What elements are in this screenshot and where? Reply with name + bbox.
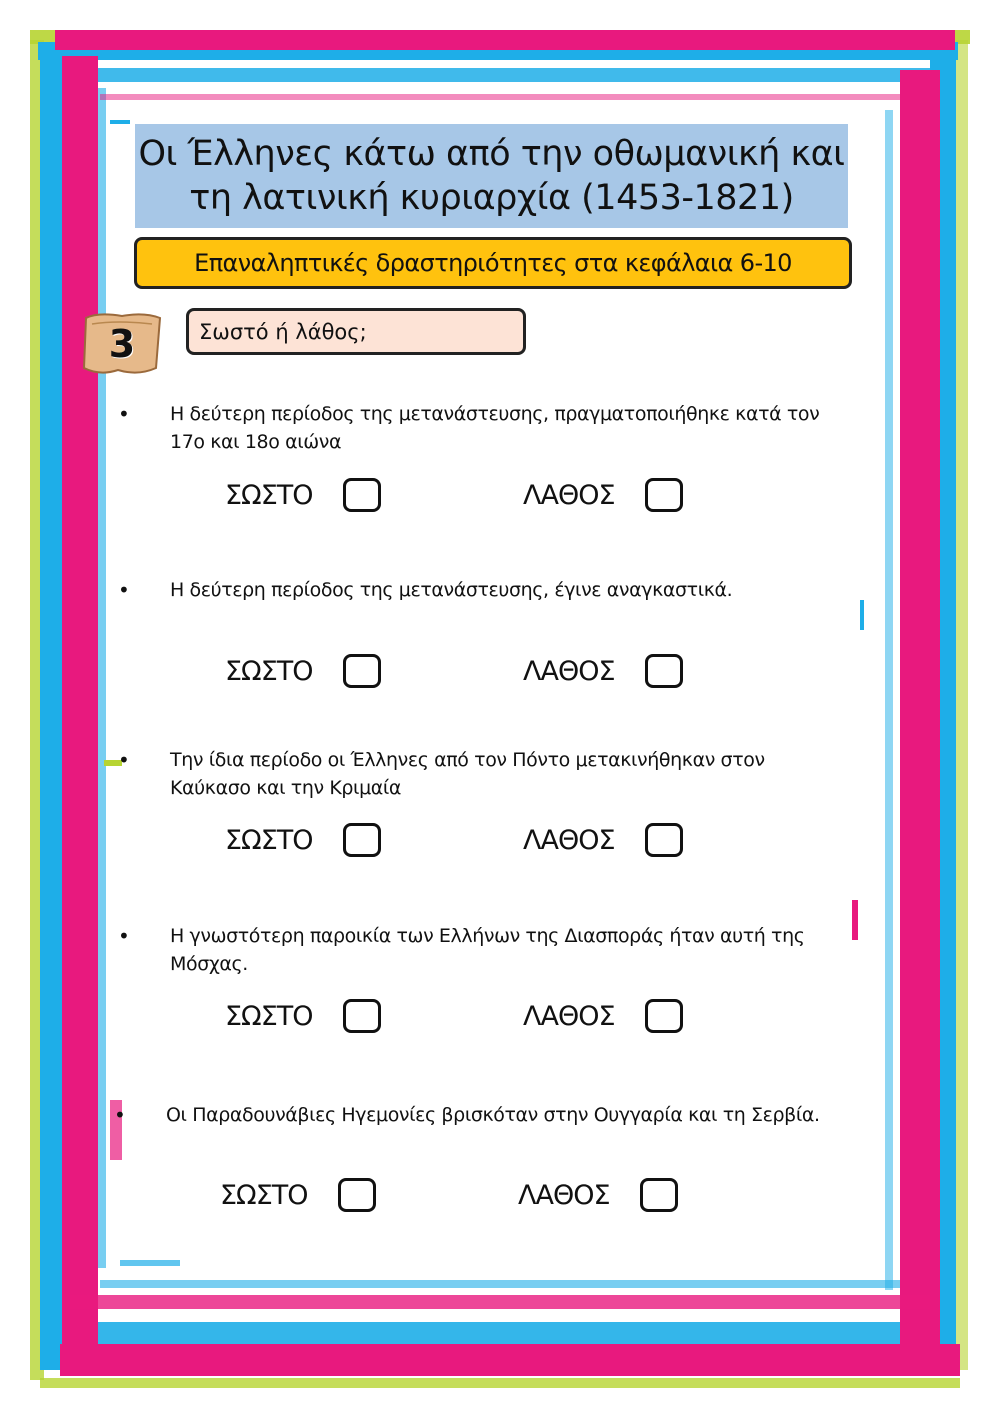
question-text: Η δεύτερη περίοδος της μετανάστευσης, πραγματοποιήθηκε κατά τον 17ο και 18ο αιώνα — [170, 403, 820, 453]
false-label: ΛΑΘΟΣ — [518, 1179, 610, 1211]
option-true-4 — [225, 999, 381, 1033]
true-label: ΣΩΣΤΟ — [225, 824, 313, 856]
false-label: ΛΑΘΟΣ — [523, 479, 615, 511]
bullet: • — [114, 1103, 126, 1127]
false-label: ΛΑΘΟΣ — [523, 655, 615, 687]
true-label: ΣΩΣΤΟ — [225, 1000, 313, 1032]
question-text: Η γνωστότερη παροικία των Ελλήνων της Διασποράς ήταν αυτή της Μόσχας. — [170, 925, 805, 975]
title-line-2: τη λατινική κυριαρχία (1453-1821) — [189, 178, 794, 218]
false-checkbox[interactable] — [645, 823, 683, 857]
subtitle-text: Επαναληπτικές δραστηριότητες στα κεφάλαια 6-10 — [194, 249, 792, 277]
option-false-2 — [523, 654, 683, 688]
false-label: ΛΑΘΟΣ — [523, 824, 615, 856]
false-checkbox[interactable] — [645, 654, 683, 688]
question-text: Η δεύτερη περίοδος της μετανάστευσης, έγινε αναγκαστικά. — [170, 579, 733, 601]
true-checkbox[interactable] — [338, 1178, 376, 1212]
false-label: ΛΑΘΟΣ — [523, 1000, 615, 1032]
true-checkbox[interactable] — [343, 478, 381, 512]
option-true-2 — [225, 654, 381, 688]
false-checkbox[interactable] — [640, 1178, 678, 1212]
true-checkbox[interactable] — [343, 999, 381, 1033]
bullet: • — [118, 924, 130, 948]
worksheet-subtitle — [134, 237, 852, 289]
true-checkbox[interactable] — [343, 823, 381, 857]
option-false-4 — [523, 999, 683, 1033]
true-checkbox[interactable] — [343, 654, 381, 688]
worksheet-title — [135, 124, 848, 228]
false-checkbox[interactable] — [645, 478, 683, 512]
exercise-number-badge — [78, 308, 166, 380]
bullet: • — [118, 748, 130, 772]
option-false-3 — [523, 823, 683, 857]
true-label: ΣΩΣΤΟ — [225, 479, 313, 511]
question-text: Οι Παραδουνάβιες Ηγεμονίες βρισκόταν στην Ουγγαρία και τη Σερβία. — [166, 1104, 820, 1126]
true-label: ΣΩΣΤΟ — [220, 1179, 308, 1211]
bullet: • — [118, 402, 130, 426]
option-true-5 — [220, 1178, 376, 1212]
true-label: ΣΩΣΤΟ — [225, 655, 313, 687]
option-true-1 — [225, 478, 381, 512]
title-line-1: Οι Έλληνες κάτω από την οθωμανική και — [138, 134, 845, 174]
option-false-5 — [518, 1178, 678, 1212]
bullet: • — [118, 578, 130, 602]
exercise-number: 3 — [108, 322, 136, 366]
option-false-1 — [523, 478, 683, 512]
instruction-box — [186, 308, 526, 355]
instruction-text: Σωστό ή λάθος; — [199, 319, 367, 344]
false-checkbox[interactable] — [645, 999, 683, 1033]
question-text: Την ίδια περίοδο οι Έλληνες από τον Πόντο μετακινήθηκαν στον Καύκασο και την Κριμαία — [170, 749, 765, 799]
option-true-3 — [225, 823, 381, 857]
